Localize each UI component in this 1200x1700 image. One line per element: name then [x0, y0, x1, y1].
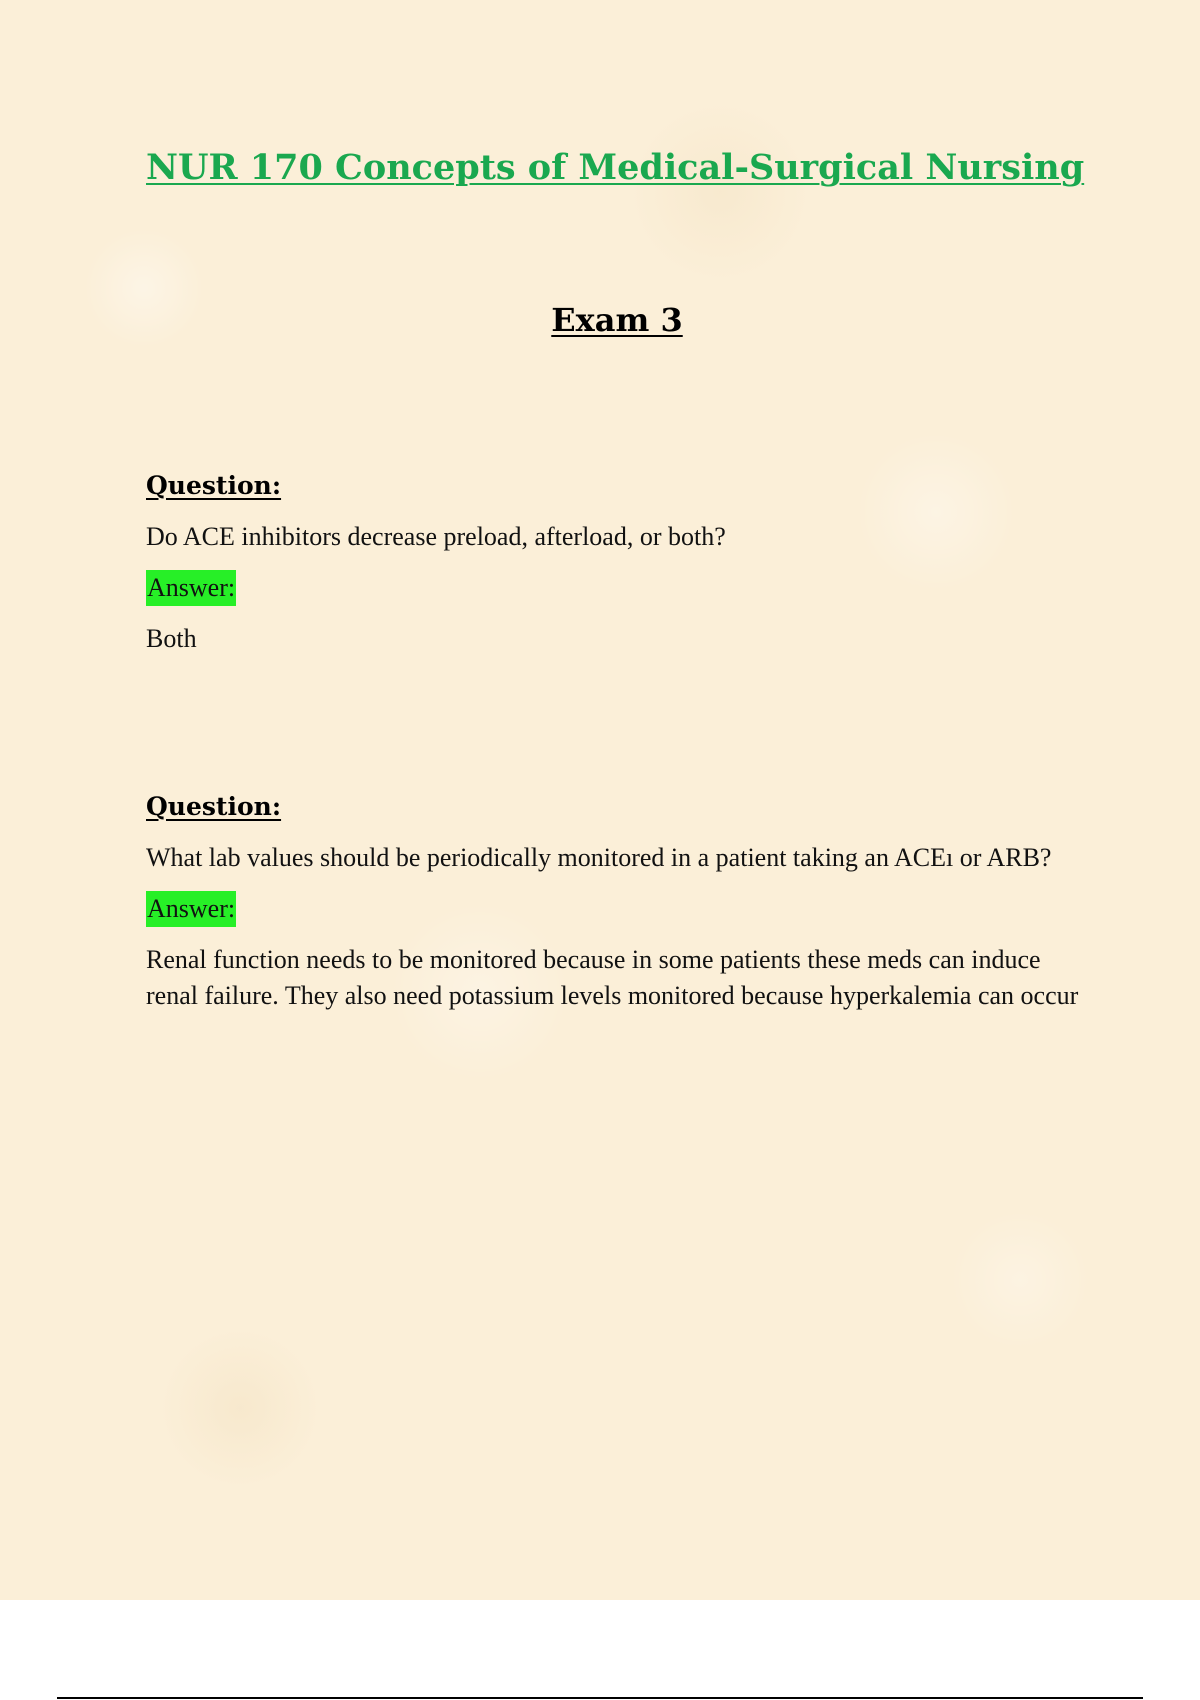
footer-divider [57, 1697, 1143, 1699]
qa-item-2 [146, 787, 1096, 1014]
exam-heading: Exam 3 [551, 301, 683, 339]
answer-text: Both [146, 624, 197, 653]
answer-label: Answer: [146, 891, 236, 927]
answer-text: Renal function needs to be monitored because in some patients these meds can induce renal failure. They also need potassium levels monitored because hyperkalemia can occur [146, 945, 1079, 1010]
answer-label: Answer: [146, 570, 236, 606]
question-label: Question: [146, 792, 282, 821]
question-text: Do ACE inhibitors decrease preload, afterload, or both? [146, 522, 726, 551]
question-label: Question: [146, 471, 282, 500]
document-title: NUR 170 Concepts of Medical-Surgical Nursing [146, 147, 1085, 188]
question-text: What lab values should be periodically monitored in a patient taking an ACEı or ARB? [146, 843, 1052, 872]
qa-item-1 [146, 466, 1096, 657]
